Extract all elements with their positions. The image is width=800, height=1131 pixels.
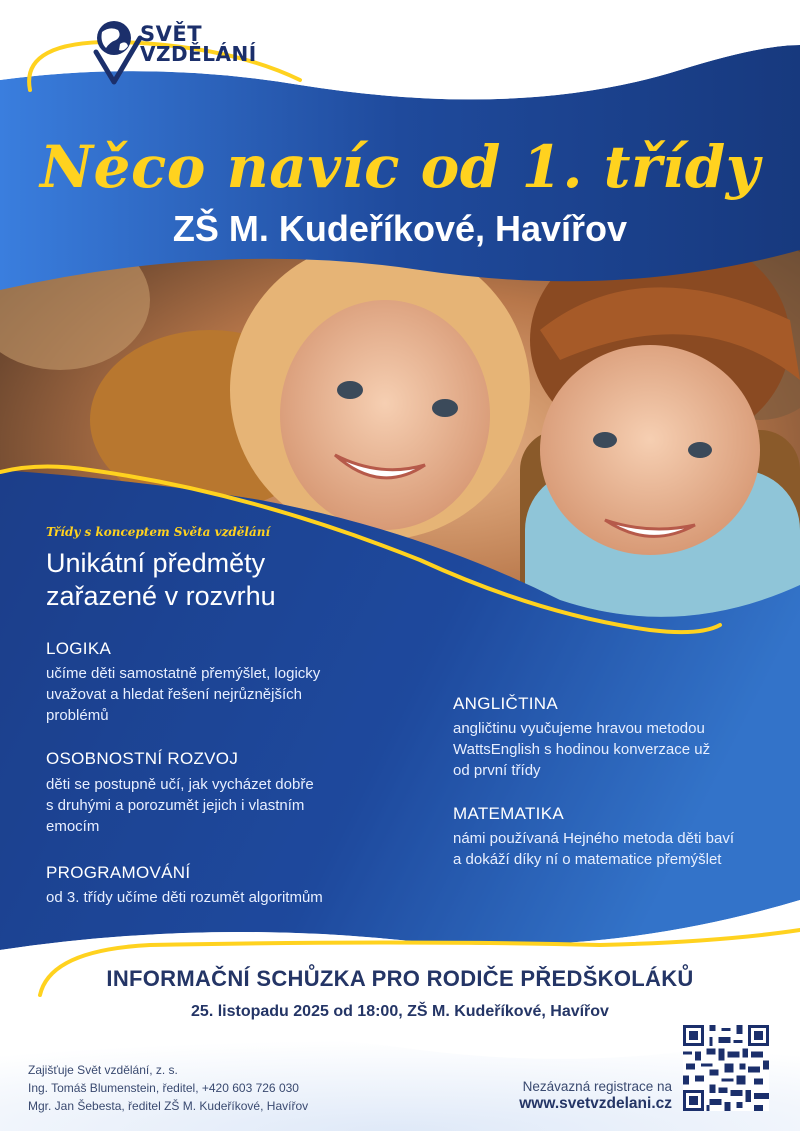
text-line: s druhými a porozumět jejich i vlastním [46, 797, 305, 814]
subject-anglictina-heading: ANGLIČTINA [453, 694, 559, 713]
qr-code-icon[interactable] [683, 1025, 769, 1111]
subject-logika-heading: LOGIKA [46, 639, 112, 658]
subject-matematika-description [453, 828, 783, 870]
page-subtitle: ZŠ M. Kudeříkové, Havířov [172, 208, 628, 249]
subject-logika-description [46, 663, 406, 726]
registration-link[interactable]: www.svetvzdelani.cz [519, 1095, 672, 1112]
subject-programovani-heading: PROGRAMOVÁNÍ [46, 863, 191, 882]
brand-line-1: SVĚT [140, 22, 203, 46]
subject-programovani-description [46, 887, 426, 908]
brand-wordmark [140, 24, 257, 64]
footer-contact-1: Ing. Tomáš Blumenstein, ředitel, +420 603 726 030 [28, 1081, 299, 1095]
meeting-date: 25. listopadu 2025 od 18:00, ZŠ M. Kudeříkové, Havířov [191, 1003, 609, 1020]
text-line: děti se postupně učí, jak vycházet dobře [46, 776, 314, 793]
text-line: a dokáží díky ní o matematice přemýšlet [453, 851, 722, 868]
meeting-title: INFORMAČNÍ SCHŮZKA PRO RODIČE PŘEDŠKOLÁKŮ [106, 966, 694, 991]
text-line: učíme děti samostatně přemýšlet, logicky [46, 665, 321, 682]
text-line: uvažovat a hledat řešení nejrůznějších [46, 686, 302, 703]
footer-organizer: Zajišťuje Svět vzdělání, z. s. [28, 1063, 178, 1077]
text-line: WattsEnglish s hodinou konverzace už [453, 741, 711, 758]
subject-osobnostni-rozvoj-heading: OSOBNOSTNÍ ROZVOJ [46, 749, 239, 768]
concept-title [46, 547, 426, 613]
subject-matematika-heading: MATEMATIKA [453, 804, 564, 823]
concept-title-line-2: zařazené v rozvrhu [46, 581, 276, 611]
text-line: od 3. třídy učíme děti rozumět algoritmům [46, 889, 323, 906]
subject-anglictina-description [453, 718, 783, 781]
subject-osobnostni-rozvoj-description [46, 774, 406, 837]
brand-line-2: VZDĚLÁNÍ [140, 42, 257, 66]
text-line: od první třídy [453, 762, 541, 779]
concept-tag: Třídy s konceptem Světa vzdělání [46, 525, 271, 539]
footer-contact-2: Mgr. Jan Šebesta, ředitel ZŠ M. Kudeříkové, Havířov [28, 1099, 309, 1113]
registration-label: Nezávazná registrace na [522, 1079, 672, 1094]
text-line: emocím [46, 818, 100, 835]
text-line: problémů [46, 707, 109, 724]
text-line: námi používaná Hejného metoda děti baví [453, 830, 735, 847]
text-line: angličtinu vyučujeme hravou metodou [453, 720, 705, 737]
concept-title-line-1: Unikátní předměty [46, 548, 266, 578]
page-title: Něco navíc od 1. třídy [40, 133, 760, 201]
